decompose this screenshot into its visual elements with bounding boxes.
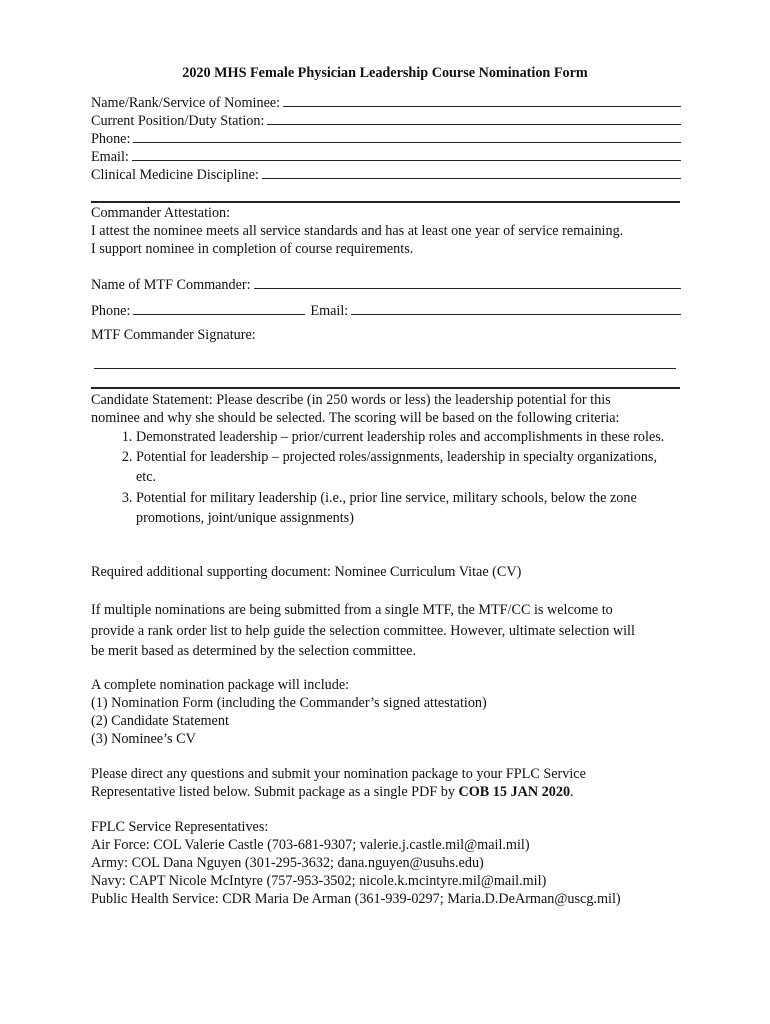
signature-label: MTF Commander Signature: [91, 327, 256, 343]
blank-line [283, 93, 681, 107]
criteria-item: 2. Potential for leadership – projected roles/assignments, leadership in specialty organizations, etc. [136, 447, 676, 487]
field-label: Email: [91, 149, 129, 165]
blank-line [132, 147, 681, 161]
package-heading: A complete nomination package will include: [91, 677, 350, 693]
commander-email-input[interactable] [351, 301, 681, 315]
deadline: COB 15 JAN 2020 [458, 784, 571, 800]
nominee-email-field[interactable] [91, 147, 681, 165]
field-label: Clinical Medicine Discipline: [91, 167, 259, 183]
attestation-heading: Commander Attestation: [91, 205, 231, 221]
section-divider [91, 201, 680, 203]
multiple-nominations [91, 600, 681, 662]
representative-entry: Army: COL Dana Nguyen (301-295-3632; dana.nguyen@usuhs.edu) [91, 855, 484, 871]
package-item: (2) Candidate Statement [91, 713, 229, 729]
criteria-item: 3. Potential for military leadership (i.e., prior line service, military schools, below the zone promotions, joint/unique assignments) [136, 488, 676, 528]
submit-text: Representative listed below. Submit package as a single PDF by [91, 784, 459, 800]
submit-text: Please direct any questions and submit your nomination package to your FPLC Service [91, 766, 586, 782]
signature-line[interactable] [94, 368, 676, 369]
field-label: Email: [310, 303, 349, 319]
form-title: 2020 MHS Female Physician Leadership Course Nomination Form [182, 65, 588, 81]
field-label: Phone: [91, 131, 131, 147]
submit-text-line2 [91, 783, 681, 801]
attestation-line: I support nominee in completion of course requirements. [91, 241, 414, 257]
attestation-line: I attest the nominee meets all service standards and has at least one year of service remaining. [91, 223, 624, 239]
clinical-discipline-field[interactable] [91, 165, 681, 183]
required-doc-text: Required additional supporting document: Nominee Curriculum Vitae (CV) [91, 564, 522, 580]
commander-contact-fields [91, 301, 681, 319]
commander-phone-input[interactable] [133, 301, 305, 315]
signature-row [91, 326, 681, 344]
package-contents [91, 676, 681, 748]
candidate-intro: nominee and why she should be selected. The scoring will be based on the following criteria: [91, 410, 620, 426]
multiple-text: provide a rank order list to help guide the selection committee. However, ultimate selection will [91, 622, 635, 639]
submission-instructions [91, 765, 681, 801]
representative-entry: Public Health Service: CDR Maria De Arman (361-939-0297; Maria.D.DeArman@uscg.mil) [91, 891, 621, 907]
service-representatives [91, 818, 731, 908]
blank-line [267, 111, 681, 125]
current-position-field[interactable] [91, 111, 681, 129]
representatives-heading: FPLC Service Representatives: [91, 819, 269, 835]
candidate-statement [91, 391, 681, 528]
submit-text: . [570, 784, 574, 800]
representative-entry: Air Force: COL Valerie Castle (703-681-9307; valerie.j.castle.mil@mail.mil) [91, 837, 530, 853]
package-item: (3) Nominee’s CV [91, 731, 196, 747]
multiple-text: be merit based as determined by the selection committee. [91, 643, 417, 659]
commander-contact-row [91, 301, 681, 319]
required-document [91, 563, 681, 581]
criteria-item: 1. Demonstrated leadership – prior/current leadership roles and accomplishments in these roles. [136, 427, 676, 447]
blank-line [133, 129, 681, 143]
representative-entry: Navy: CAPT Nicole McIntyre (757-953-3502; nicole.k.mcintyre.mil@mail.mil) [91, 873, 547, 889]
commander-name-row [91, 275, 681, 293]
package-item: (1) Nomination Form (including the Commander’s signed attestation) [91, 695, 487, 711]
commander-attestation [91, 204, 681, 258]
field-label: Name of MTF Commander: [91, 277, 251, 293]
nominee-name-field[interactable] [91, 93, 681, 111]
nominee-fields [91, 93, 681, 183]
field-label: Name/Rank/Service of Nominee: [91, 95, 281, 111]
blank-line [262, 165, 681, 179]
criteria-list [91, 427, 676, 528]
blank-line [254, 275, 681, 289]
multiple-text: If multiple nominations are being submitted from a single MTF, the MTF/CC is welcome to [91, 602, 613, 618]
field-label: Current Position/Duty Station: [91, 113, 265, 129]
candidate-intro: Candidate Statement: Please describe (in 250 words or less) the leadership potential for this [91, 392, 611, 408]
commander-name-field[interactable] [91, 275, 681, 293]
section-divider [91, 387, 680, 389]
nominee-phone-field[interactable] [91, 129, 681, 147]
field-label: Phone: [91, 303, 131, 319]
